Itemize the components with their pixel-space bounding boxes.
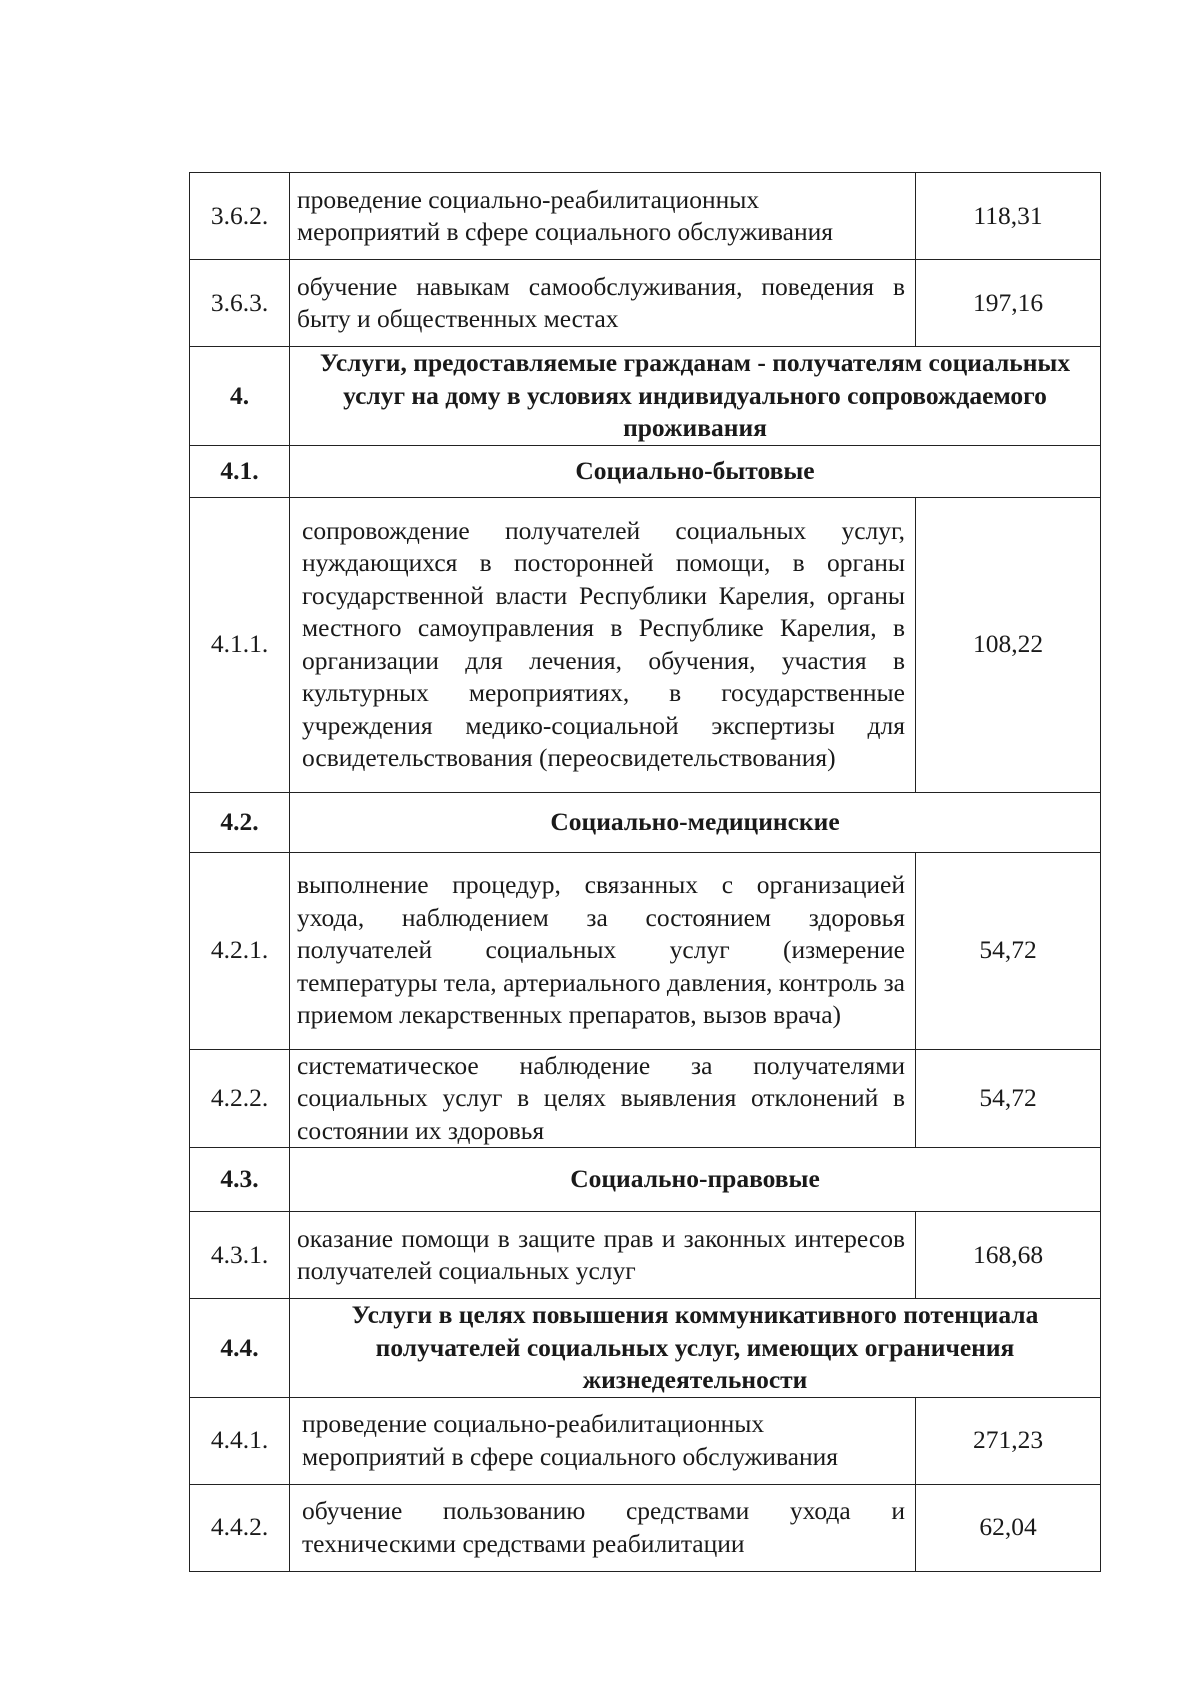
service-price: 118,31 xyxy=(916,173,1101,260)
service-description: обучение навыкам самообслуживания, поведения в быту и общественных местах xyxy=(290,260,916,347)
service-price: 271,23 xyxy=(916,1397,1101,1484)
row-number: 3.6.2. xyxy=(190,173,290,260)
row-number: 4.4.1. xyxy=(190,1397,290,1484)
table-row xyxy=(190,497,1101,792)
section-row xyxy=(190,347,1101,446)
row-number: 4.1.1. xyxy=(190,497,290,792)
table-row xyxy=(190,260,1101,347)
service-description: обучение пользованию средствами ухода и техническими средствами реабилитации xyxy=(290,1484,916,1571)
section-row xyxy=(190,445,1101,497)
row-number: 3.6.3. xyxy=(190,260,290,347)
service-price: 108,22 xyxy=(916,497,1101,792)
section-number: 4. xyxy=(190,347,290,446)
service-description: проведение социально-реабилитационных мероприятий в сфере социального обслуживания xyxy=(290,1397,916,1484)
section-title: Социально-медицинские xyxy=(290,792,1101,852)
section-title: Услуги, предоставляемые гражданам - получателям социальных услуг на дому в условиях индивидуального сопровождаемого проживания xyxy=(290,347,1101,446)
section-number: 4.1. xyxy=(190,445,290,497)
service-price: 54,72 xyxy=(916,852,1101,1049)
row-number: 4.2.1. xyxy=(190,852,290,1049)
service-price: 62,04 xyxy=(916,1484,1101,1571)
table-row xyxy=(190,852,1101,1049)
service-price: 54,72 xyxy=(916,1049,1101,1148)
section-title: Социально-бытовые xyxy=(290,445,1101,497)
row-number: 4.2.2. xyxy=(190,1049,290,1148)
section-title: Услуги в целях повышения коммуникативного потенциала получателей социальных услуг, имеющих ограничения жизнедеятельности xyxy=(290,1299,1101,1398)
service-price: 168,68 xyxy=(916,1212,1101,1299)
section-row xyxy=(190,1299,1101,1398)
row-number: 4.4.2. xyxy=(190,1484,290,1571)
services-price-table xyxy=(189,172,1101,1572)
section-row xyxy=(190,1148,1101,1212)
section-number: 4.2. xyxy=(190,792,290,852)
service-description: выполнение процедур, связанных с организацией ухода, наблюдением за состоянием здоровья получателей социальных услуг (измерение температуры тела, артериального давления, контроль за приемом лекарственных препаратов, вызов врача) xyxy=(290,852,916,1049)
section-number: 4.4. xyxy=(190,1299,290,1398)
table-row xyxy=(190,1212,1101,1299)
section-row xyxy=(190,792,1101,852)
service-description: оказание помощи в защите прав и законных интересов получателей социальных услуг xyxy=(290,1212,916,1299)
section-number: 4.3. xyxy=(190,1148,290,1212)
table-row xyxy=(190,1397,1101,1484)
service-description: проведение социально-реабилитационных мероприятий в сфере социального обслуживания xyxy=(290,173,916,260)
table-row xyxy=(190,1484,1101,1571)
section-title: Социально-правовые xyxy=(290,1148,1101,1212)
table-row xyxy=(190,173,1101,260)
row-number: 4.3.1. xyxy=(190,1212,290,1299)
table-row xyxy=(190,1049,1101,1148)
service-description: систематическое наблюдение за получателями социальных услуг в целях выявления отклонений в состоянии их здоровья xyxy=(290,1049,916,1148)
service-price: 197,16 xyxy=(916,260,1101,347)
service-description: сопровождение получателей социальных услуг, нуждающихся в посторонней помощи, в органы государственной власти Республики Карелия, органы местного самоуправления в Республике Карелия, в организации для лечения, обучения, участия в культурных мероприятиях, в государственные учреждения медико-социальной экспертизы для освидетельствования (переосвидетельствования) xyxy=(290,497,916,792)
